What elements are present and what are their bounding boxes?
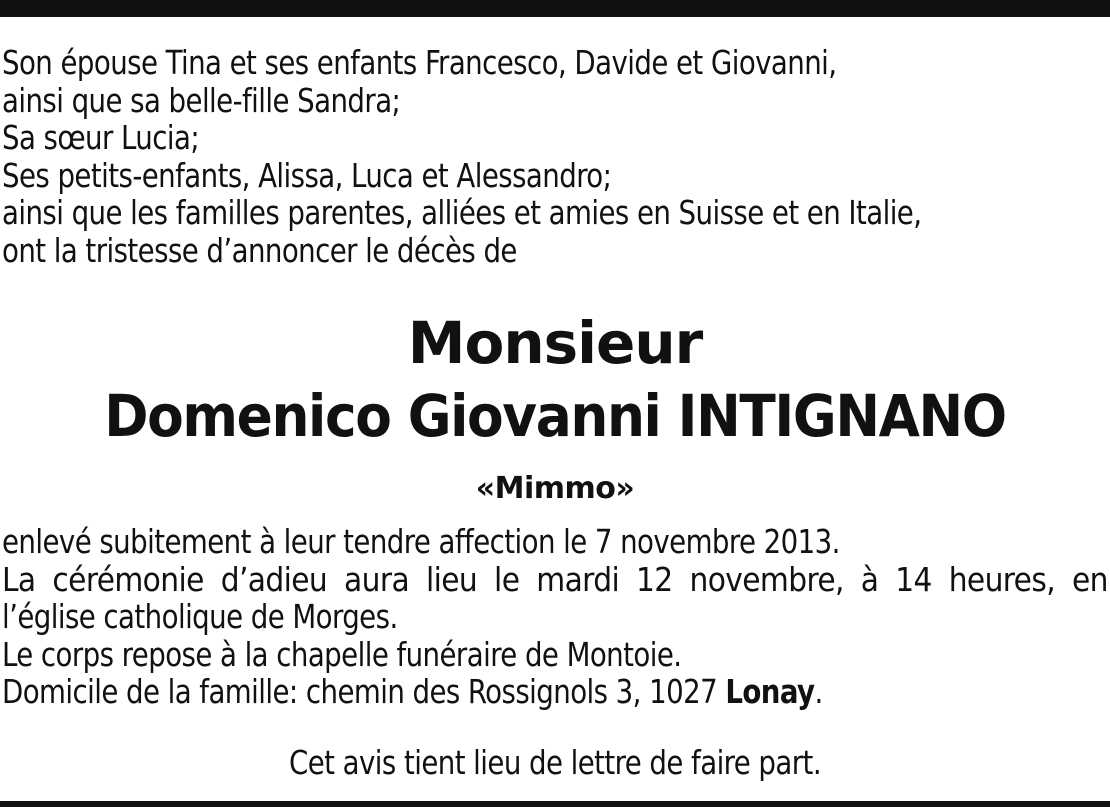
- ceremony-word: 12: [636, 559, 673, 599]
- intro-line: Son épouse Tina et ses enfants Francesco, Davide et Giovanni,: [2, 43, 837, 82]
- domicile-prefix: Domicile de la famille: chemin des Rossignols 3, 1027: [2, 672, 726, 711]
- ceremony-word: 14: [895, 559, 932, 599]
- domicile-city: Lonay: [725, 672, 815, 711]
- intro-line: ainsi que sa belle-fille Sandra;: [2, 80, 401, 120]
- ceremony-word: heures,: [948, 559, 1056, 599]
- top-rule: [0, 0, 1110, 17]
- closing-text: Cet avis tient lieu de lettre de faire part.: [288, 743, 822, 782]
- ceremony-word: d’adieu: [220, 559, 328, 599]
- bottom-rule: [0, 801, 1110, 807]
- ceremony-word: aura: [344, 559, 410, 599]
- ceremony-line: [2, 561, 1108, 599]
- body-line: Le corps repose à la chapelle funéraire de Montoie.: [2, 634, 682, 674]
- intro-line: ont la tristesse d’annoncer le décès de: [2, 230, 517, 270]
- closing-line: [0, 743, 1110, 783]
- domicile-line: [2, 673, 1031, 711]
- ceremony-word: à: [860, 559, 879, 599]
- intro-line: ainsi que les familles parentes, alliées et amies en Suisse et en Italie,: [2, 193, 922, 232]
- intro-line: Sa sœur Lucia;: [2, 118, 200, 157]
- deceased-honorific: Monsieur: [407, 309, 703, 377]
- ceremony-word: en: [1071, 559, 1108, 599]
- ceremony-word: cérémonie: [52, 559, 204, 599]
- body-line: enlevé subitement à leur tendre affection le 7 novembre 2013.: [2, 522, 840, 561]
- intro-paragraph: [2, 44, 1025, 269]
- ceremony-word: lieu: [425, 559, 478, 599]
- domicile-suffix: .: [814, 672, 823, 711]
- deceased-name: Domenico Giovanni INTIGNANO: [104, 382, 1006, 450]
- ceremony-word: novembre,: [689, 559, 844, 599]
- intro-line: Ses petits-enfants, Alissa, Luca et Alessandro;: [2, 155, 612, 195]
- ceremony-word: mardi: [536, 559, 620, 599]
- ceremony-word: le: [494, 559, 520, 599]
- announcement-body: [2, 523, 1108, 711]
- body-line: l’église catholique de Morges.: [2, 597, 398, 636]
- ceremony-word: La: [2, 559, 36, 599]
- deceased-nickname: «Mimmo»: [475, 471, 635, 506]
